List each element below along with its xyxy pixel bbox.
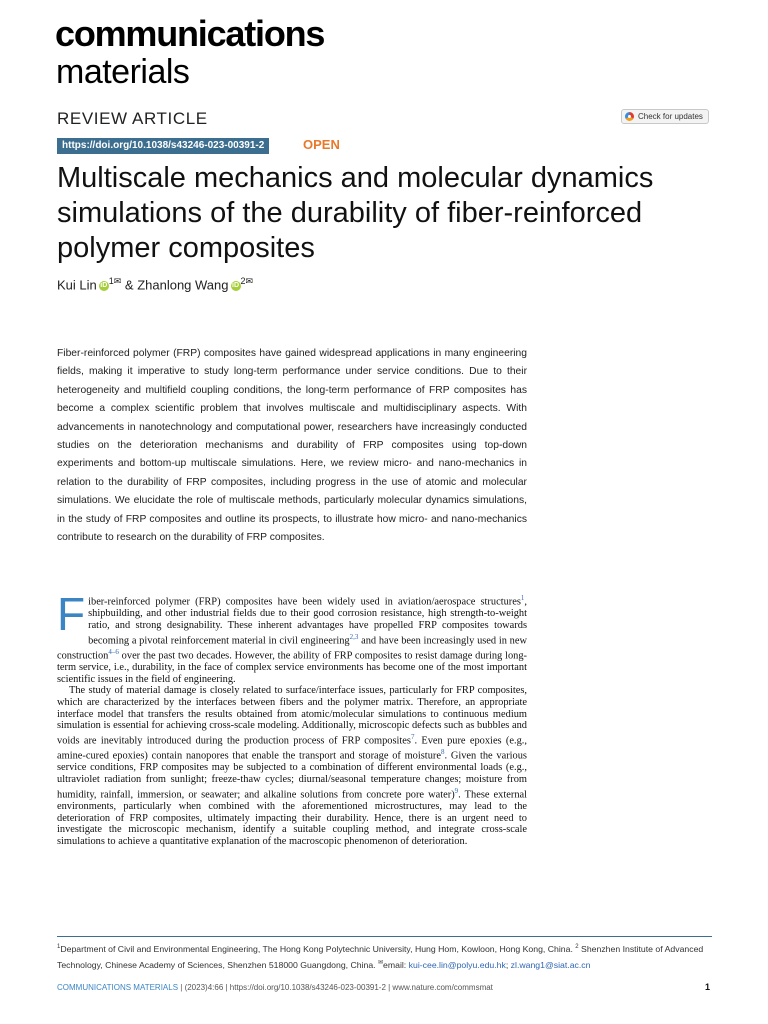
title-line: polymer composites xyxy=(57,232,315,264)
reference-link[interactable]: 2,3 xyxy=(349,632,359,641)
body-text: The study of material damage is closely related to surface/interface issues, particularly for FRP composites, which are characterized by the interfaces between fibers and the polymer matrix. Therefore, an appropriate interface model that transfers the results obtained from atomic/molecular simulations to continuous medium simulation is essential for achieving cross-scale modeling. Additionally, microscopic defects such as bubbles and voids are inevitably introduced during the production process of FRP composites xyxy=(57,685,527,747)
footer-journal: COMMUNICATIONS MATERIALS xyxy=(57,983,179,992)
body-text: . These external environments, particularly when combined with the aforementioned microstructures, may lead to the deterioration of FRP composites, ultimately impacting their durability. Hence, there is an urgent need to investigate the microscopic mechanism, identify a suitable coupling method, and integrate cross-scale simulations to achieve a quantitative explanation of the macroscopic phenomenon of deterioration. xyxy=(57,789,528,848)
drop-cap: F xyxy=(57,588,86,640)
page-number: 1 xyxy=(705,982,711,992)
reference-link[interactable]: 1 xyxy=(520,594,525,602)
check-for-updates-button[interactable] xyxy=(621,109,709,124)
article-body xyxy=(57,588,528,848)
orcid-icon[interactable]: iD xyxy=(232,281,240,289)
affiliation-text: Department of Civil and Environmental Engineering, The Hong Kong Polytechnic University, Hung Hom, Kowloon, Hong Kong, China. xyxy=(60,943,576,954)
body-paragraph xyxy=(57,685,527,848)
affiliation-marker: 1 xyxy=(57,944,61,950)
author-list xyxy=(57,276,253,292)
affiliations-footnote xyxy=(57,940,717,972)
body-text: iber-reinforced polymer (FRP) composites have been widely used in aviation/aerospace structures xyxy=(88,596,521,608)
email-separator: ; xyxy=(505,959,511,970)
email-link[interactable]: kui-cee.lin@polyu.edu.hk xyxy=(408,959,506,970)
article-type: REVIEW ARTICLE xyxy=(57,109,208,128)
body-text: . Given the various service conditions, FRP composites may be subjected to a combination of different environmental loads (e.g., ultraviolet radiation from sunlight; freeze-thaw cycles; diurnal/seasonal temperature changes; moisture from humidity, rainfall, immersion, or seawater; and alkaline solutions from concrete pore water) xyxy=(57,750,527,801)
reference-link[interactable]: 9 xyxy=(454,786,459,795)
crossmark-icon xyxy=(625,112,634,121)
abstract: Fiber-reinforced polymer (FRP) composites have gained widespread applications in many engineering fields, making it imperative to study long-term performance under service conditions. Due to their heterogeneity and multifield coupling conditions, the long-term performance of FRP composites has become a complex scientific problem that involves multiscale and multidisciplinary aspects. With advancements in nanotechnology and computational power, researchers have increasingly conducted studies on the deterioration mechanisms and durability of FRP composites using top-down experiments and bottom-up multiscale simulations. Here, we review micro- and nano-mechanics in relation to the durability of FRP composites, including progress in the use of atomic and molecular simulations. We elucidate the role of multiscale methods, particularly molecular dynamics simulations, in the study of FRP composites and outline its prospects, to illustrate how micro- and nano-mechanics contribute to research on the durability of FRP composites. xyxy=(57,348,527,544)
affiliation-marker: 2 xyxy=(575,944,579,950)
title-line: Multiscale mechanics and molecular dynamics xyxy=(57,162,654,194)
body-text: , shipbuilding, and other industrial fields due to their good corrosion resistance, high strength-to-weight ratio, and strong designability. These inherent advantages have propelled FRP composites towards becoming a pivotal reinforcement material in civil engineering xyxy=(88,596,527,647)
author-affiliation-marker[interactable]: 2✉ xyxy=(240,276,254,286)
reference-link[interactable]: 7 xyxy=(410,733,415,742)
orcid-icon[interactable]: iD xyxy=(100,281,108,289)
body-text: . Even pure epoxies (e.g., amine-cured epoxies) contain nanopores that enable the transport and storage of moisture xyxy=(57,735,527,762)
author-affiliation-marker[interactable]: 1✉ xyxy=(108,276,122,286)
body-paragraph xyxy=(57,588,527,685)
article-title xyxy=(57,161,717,266)
body-text: over the past two decades. However, the ability of FRP composites to resist damage during long-term service, i.e., durability, in the face of complex service environments has become one of the most important scientific issues in the field of engineering. xyxy=(57,650,527,685)
open-access-label: OPEN xyxy=(303,137,340,152)
title-line: simulations of the durability of fiber-reinforced xyxy=(57,197,643,229)
footer-citation: | (2023)4:66 | https://doi.org/10.1038/s43246-023-00391-2 | www.nature.com/commsmat xyxy=(178,983,493,992)
journal-brand-line2: materials xyxy=(56,53,190,91)
envelope-icon: ✉ xyxy=(378,959,384,966)
reference-link[interactable]: 4–6 xyxy=(108,647,119,656)
author-name[interactable]: Zhanlong Wang xyxy=(137,277,229,293)
email-link[interactable]: zl.wang1@siat.ac.cn xyxy=(510,959,591,970)
footnote-divider xyxy=(57,936,712,937)
author-separator: & xyxy=(121,277,138,293)
journal-brand-line1: communications xyxy=(55,13,325,54)
affiliation-text: Shenzhen Institute of Advanced Technology, Chinese Academy of Sciences, Shenzhen 518000 Guangdong, China. xyxy=(57,943,704,970)
reference-link[interactable]: 8 xyxy=(440,748,445,757)
page-footer xyxy=(57,983,493,992)
author-name[interactable]: Kui Lin xyxy=(57,277,97,293)
body-text: and have been increasingly used in new construction xyxy=(57,635,527,662)
doi-link[interactable]: https://doi.org/10.1038/s43246-023-00391-2 xyxy=(57,138,269,154)
email-label: email: xyxy=(383,959,409,970)
check-for-updates-label: Check for updates xyxy=(638,112,703,121)
